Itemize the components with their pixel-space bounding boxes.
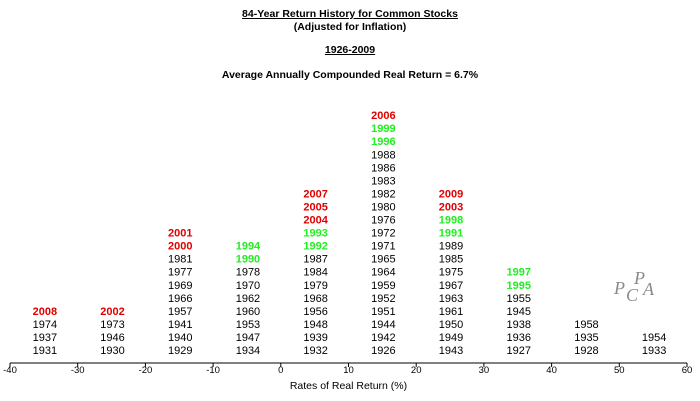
year-label: 1950	[438, 318, 464, 331]
year-label: 1981	[168, 253, 193, 266]
year-label: 1942	[371, 331, 396, 344]
year-label: 2001	[168, 227, 193, 240]
year-label: 1946	[100, 331, 125, 344]
year-label: 1935	[574, 331, 599, 344]
year-label: 1952	[371, 292, 396, 305]
x-tick-label: -10	[206, 365, 220, 376]
year-label: 1999	[371, 123, 396, 136]
year-label: 2008	[32, 305, 58, 318]
x-tick-label: 40	[546, 365, 557, 376]
year-label: 1941	[168, 318, 193, 331]
x-tick-label: 30	[478, 365, 490, 376]
year-label: 1961	[438, 305, 464, 318]
year-label: 1990	[235, 253, 261, 266]
year-label: 1983	[371, 175, 396, 188]
year-label: 1972	[371, 227, 396, 240]
average-return-label: Average Annually Compounded Real Return = 6.7%	[221, 69, 479, 81]
year-label: 2006	[371, 110, 396, 123]
x-tick-label: -30	[70, 365, 85, 376]
year-label: 1947	[235, 331, 261, 344]
year-label: 1926	[371, 345, 396, 357]
year-label: 2000	[168, 240, 193, 253]
year-label: 1971	[371, 240, 396, 253]
year-label: 1994	[235, 240, 261, 253]
year-label: 1948	[303, 318, 328, 331]
year-label: 1969	[168, 279, 193, 292]
year-label: 1957	[168, 305, 193, 318]
chart-subtitle: (Adjusted for Inflation)	[293, 21, 407, 33]
year-label: 1965	[371, 253, 396, 266]
x-tick-label: 60	[681, 365, 693, 376]
year-label: 1956	[303, 305, 328, 318]
x-tick-label: 20	[410, 365, 422, 376]
year-label: 1979	[303, 279, 328, 292]
x-tick-label: 50	[614, 365, 625, 376]
year-label: 2009	[438, 188, 464, 201]
x-axis-label: Rates of Real Return (%)	[289, 380, 408, 392]
year-label: 1988	[371, 149, 396, 162]
year-label: 1951	[371, 305, 396, 318]
pcpa-logo: P C P A	[614, 268, 654, 305]
year-label: 1945	[506, 305, 531, 318]
year-label: 1975	[438, 266, 464, 279]
year-label: 1989	[438, 240, 464, 253]
period-label: 1926-2009	[324, 44, 376, 56]
year-label: 1997	[506, 266, 531, 279]
x-tick-label: 0	[278, 365, 284, 376]
year-label: 1930	[100, 345, 125, 357]
year-label: 1953	[235, 318, 261, 331]
year-label: 1968	[303, 292, 328, 305]
year-label: 1964	[371, 266, 396, 279]
year-label: 1959	[371, 279, 396, 292]
year-label: 2004	[303, 214, 328, 227]
year-label: 1976	[371, 214, 396, 227]
year-label: 1986	[371, 162, 396, 175]
year-label: 2003	[438, 201, 464, 214]
year-label: 1928	[574, 345, 599, 357]
year-label: 1934	[235, 345, 261, 357]
year-label: 1954	[641, 331, 667, 344]
year-label: 1992	[303, 240, 328, 253]
year-label: 2005	[303, 201, 328, 214]
year-label: 1970	[235, 279, 261, 292]
year-label: 1974	[32, 318, 58, 331]
year-label: 1949	[438, 331, 464, 344]
chart-title: 84-Year Return History for Common Stocks	[242, 8, 458, 20]
year-label: 1987	[303, 253, 328, 266]
year-label: 1955	[506, 292, 531, 305]
year-label: 1931	[32, 345, 58, 357]
x-tick-label: 10	[343, 365, 354, 376]
year-label: 1985	[438, 253, 464, 266]
year-label: 1943	[438, 345, 464, 357]
year-label: 1927	[506, 345, 531, 357]
year-label: 1967	[438, 279, 464, 292]
x-tick-label: -40	[3, 365, 17, 376]
year-label: 1980	[371, 201, 396, 214]
year-label: 1996	[371, 136, 396, 149]
year-label: 1958	[574, 318, 599, 331]
year-label: 1936	[506, 331, 531, 344]
year-label: 2007	[303, 188, 328, 201]
year-label: 1995	[506, 279, 531, 292]
year-label: 1938	[506, 318, 531, 331]
year-label: 1929	[168, 345, 193, 357]
year-label: 1966	[168, 292, 193, 305]
year-label: 1933	[641, 345, 667, 357]
year-label: 1998	[438, 214, 464, 227]
year-label: 1939	[303, 331, 328, 344]
year-label: 1960	[235, 305, 261, 318]
year-label: 2002	[100, 305, 125, 318]
year-label: 1944	[371, 318, 396, 331]
year-label: 1962	[235, 292, 261, 305]
year-label: 1963	[438, 292, 464, 305]
year-label: 1973	[100, 318, 125, 331]
year-label: 1977	[168, 266, 193, 279]
year-label: 1993	[303, 227, 328, 240]
x-tick-label: -20	[138, 365, 153, 376]
year-label: 1982	[371, 188, 396, 201]
year-label: 1978	[235, 266, 261, 279]
year-label: 1932	[303, 345, 328, 357]
year-label: 1937	[32, 331, 58, 344]
year-label: 1984	[303, 266, 328, 279]
year-label: 1991	[438, 227, 464, 240]
year-label: 1940	[168, 331, 193, 344]
